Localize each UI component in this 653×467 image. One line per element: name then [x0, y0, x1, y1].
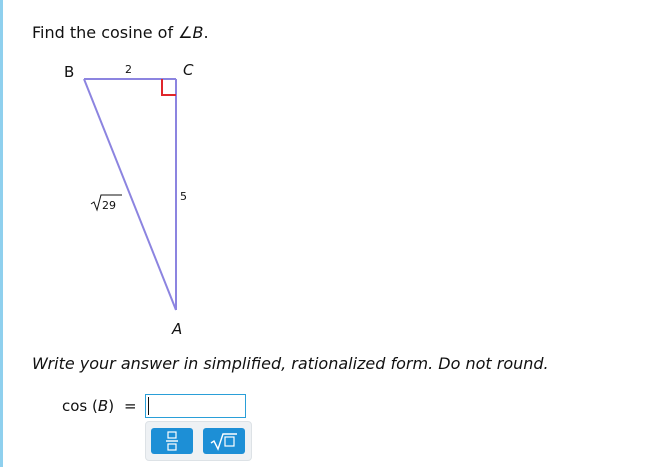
text-caret — [148, 397, 149, 415]
fraction-button[interactable] — [151, 428, 193, 454]
right-angle-marker — [162, 79, 176, 95]
answer-input[interactable] — [145, 394, 246, 418]
angle-symbol: ∠ — [178, 23, 193, 42]
square-root-icon — [209, 431, 239, 451]
side-ab-label — [91, 195, 122, 212]
fraction-icon — [165, 431, 179, 451]
side-bc-label: 2 — [125, 63, 132, 76]
close-paren: ) — [108, 397, 115, 415]
right-triangle-diagram — [50, 55, 210, 345]
angle-variable: B — [192, 23, 204, 42]
side-ab-line — [84, 79, 176, 310]
function-name: cos — [62, 397, 88, 415]
instructions-text: Write your answer in simplified, rationalized form. Do not round. — [32, 354, 549, 373]
radicand-text: 29 — [102, 199, 116, 212]
prompt-prefix: Find the cosine of — [32, 23, 179, 42]
side-ca-label: 5 — [180, 190, 187, 203]
square-root-button[interactable] — [203, 428, 245, 454]
answer-row — [62, 393, 246, 419]
left-accent-bar — [0, 0, 3, 467]
question-prompt — [32, 23, 209, 42]
answer-function-label — [62, 397, 114, 415]
open-paren: ( — [92, 397, 98, 415]
function-variable: B — [97, 397, 109, 415]
vertex-b-label: B — [64, 63, 75, 81]
prompt-suffix: . — [203, 23, 209, 42]
equals-sign: = — [124, 397, 137, 415]
vertex-c-label: C — [183, 61, 194, 79]
math-toolbar — [145, 421, 252, 461]
vertex-a-label: A — [172, 320, 183, 338]
